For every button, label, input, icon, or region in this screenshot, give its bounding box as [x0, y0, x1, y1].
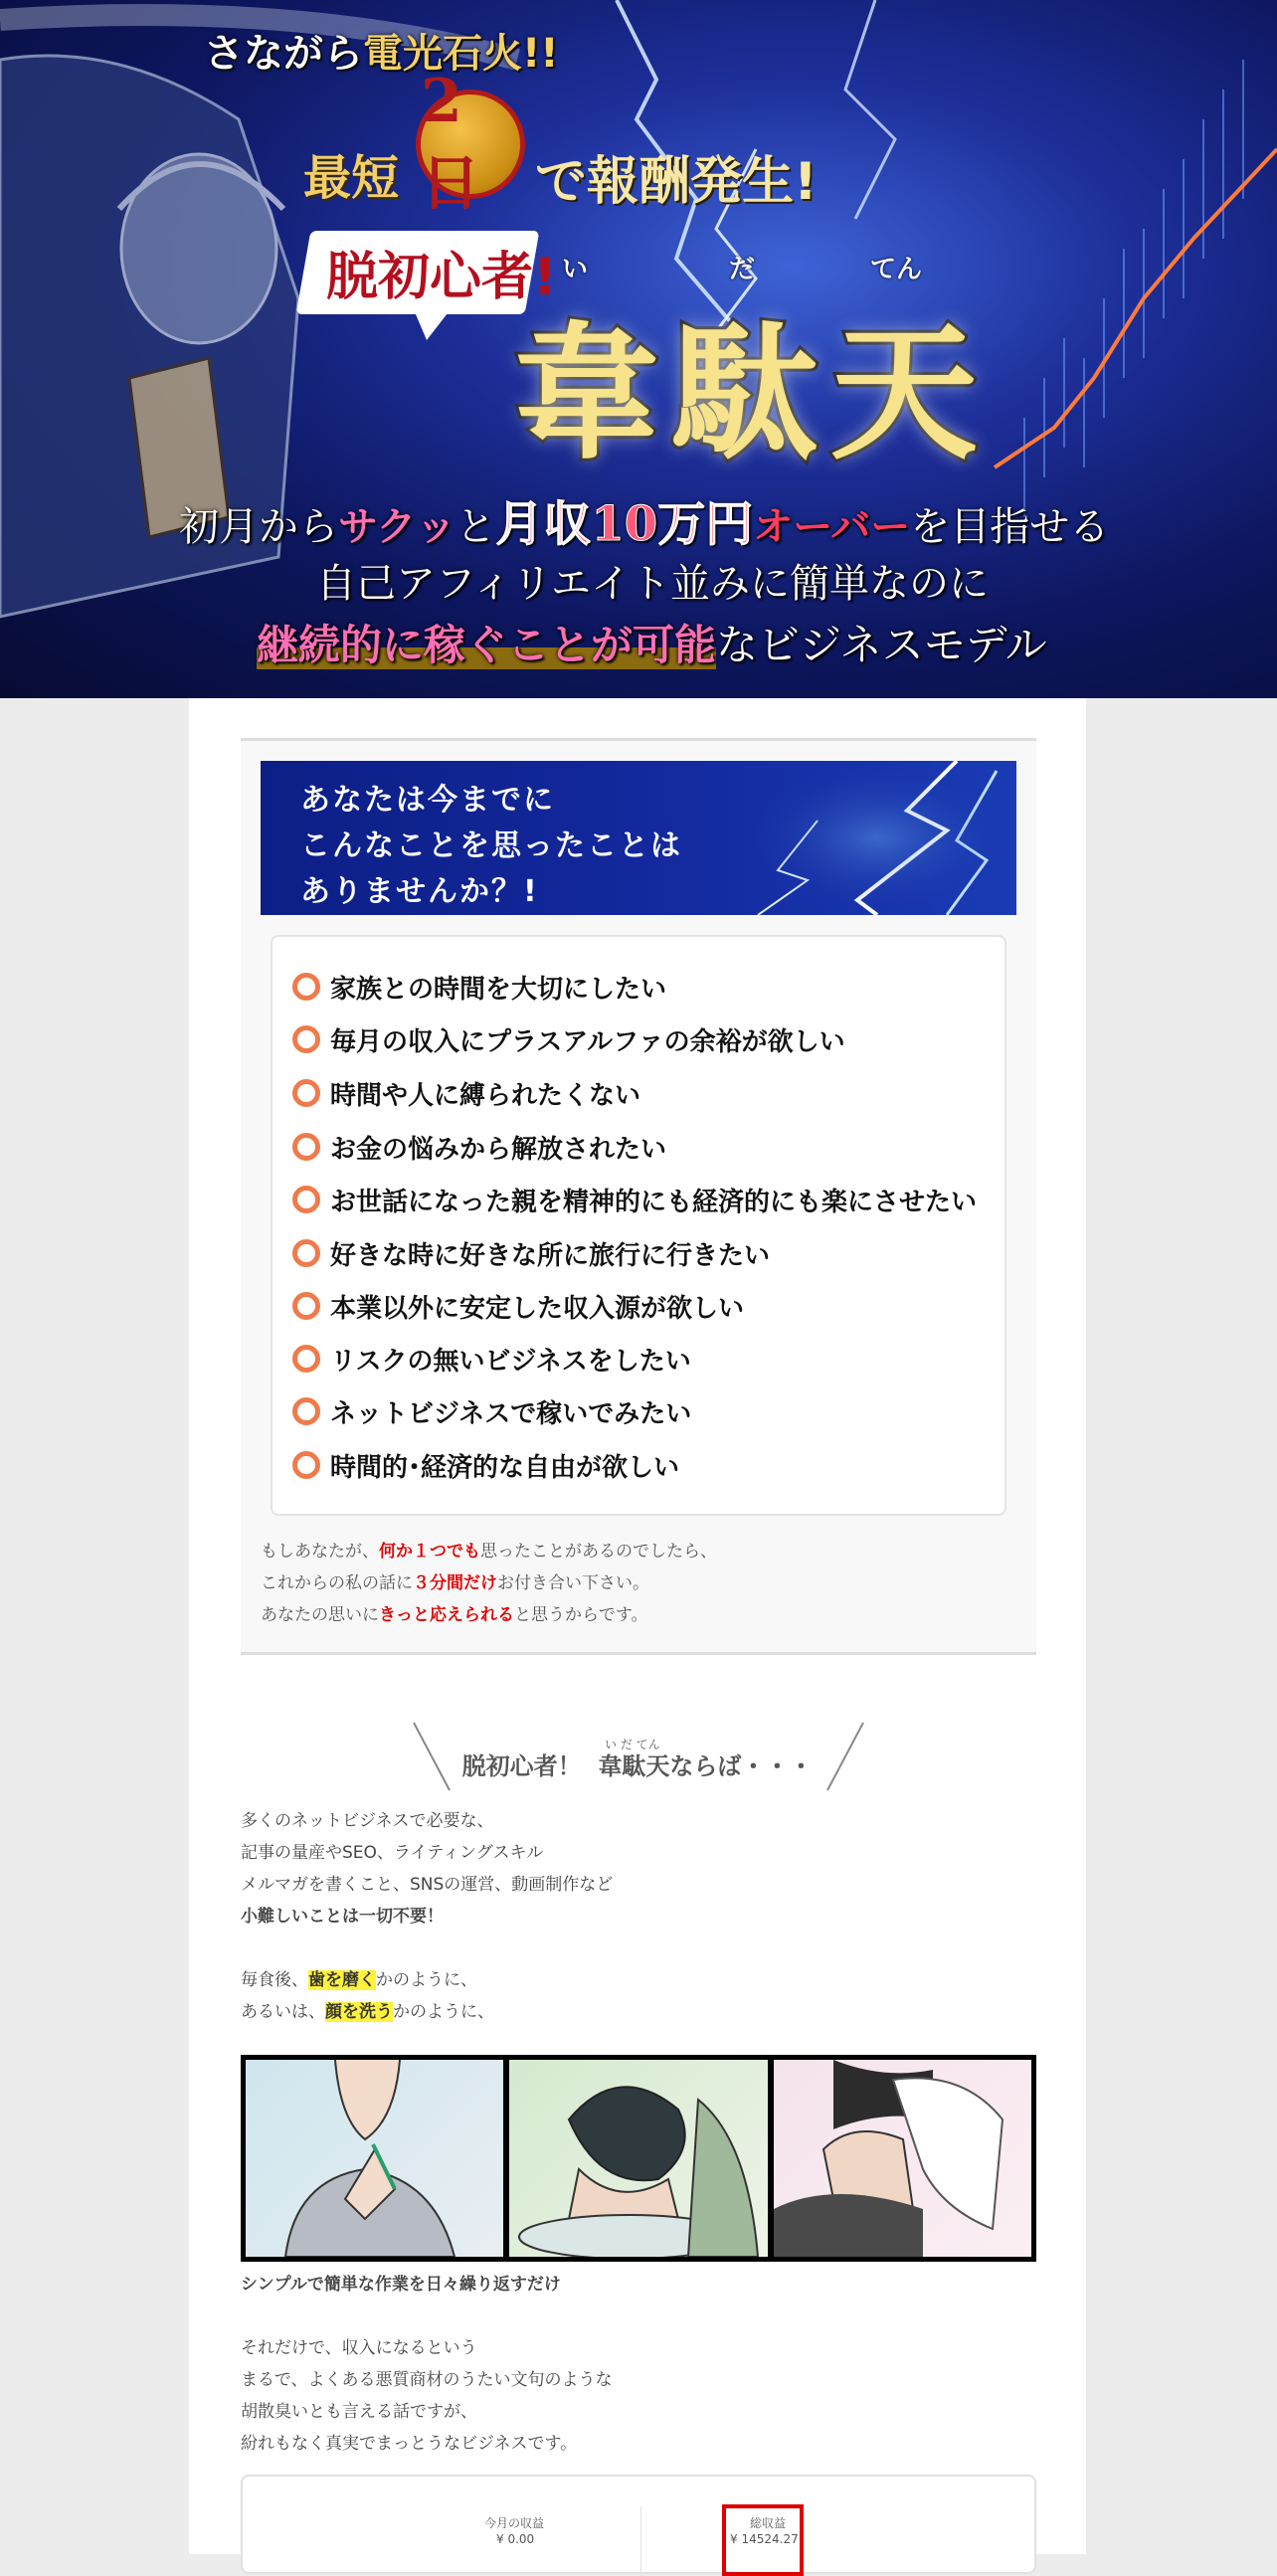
- body-text: それだけで、収入になるという: [241, 2338, 477, 2358]
- circle-bullet-icon: [292, 1025, 320, 1053]
- hero-line-3: 継続的に稼ぐことが可能なビジネスモデル: [257, 621, 1047, 669]
- hero-reward: で報酬発生!: [535, 152, 818, 212]
- circle-bullet-icon: [292, 1239, 320, 1267]
- comic-panel-brushing: [246, 2060, 503, 2257]
- body-text: 記事の量産やSEO、ライティングスキル: [241, 1843, 544, 1863]
- list-item: 時間的･経済的な自由が欲しい: [292, 1445, 679, 1485]
- body-text: まるで、よくある悪質商材のうたい文句のような: [241, 2370, 613, 2390]
- circle-bullet-icon: [292, 973, 320, 1001]
- question-line-3: ありませんか？!: [300, 874, 539, 909]
- body-text: 胡散臭いとも言える話ですが、: [241, 2402, 477, 2422]
- earnings-card: [241, 2475, 1036, 2574]
- circle-bullet-icon: [292, 1451, 320, 1479]
- after-text-3: あなたの思いにきっと応えられると思うからです。: [261, 1605, 648, 1625]
- hero-line-1: 初月からサクッと月収10万円オーバーを目指せる: [179, 496, 1110, 552]
- hero-line-2: 自己アフィリエイト並みに簡単なのに: [316, 561, 989, 607]
- body-emphasis: 小難しいことは一切不要！: [241, 1907, 444, 1927]
- after-text-1: もしあなたが、何か１つでも思ったことがあるのでしたら、: [261, 1542, 717, 1562]
- list-item: ネットビジネスで稼いでみたい: [292, 1391, 691, 1431]
- section-ruby: い だ てん: [605, 1738, 660, 1751]
- total-earnings-label: 総収益: [750, 2516, 787, 2530]
- body-text: 毎食後、歯を磨くかのように、: [241, 1970, 477, 1990]
- body-text: メルマガを書くこと、SNSの運営、動画制作など: [241, 1875, 614, 1895]
- question-line-2: こんなことを思ったことは: [300, 828, 682, 863]
- hero-shortest: 最短: [303, 150, 400, 206]
- main-column: [189, 698, 1086, 2554]
- hero-tagline: さながら電光石火!!: [204, 31, 559, 77]
- list-item: 家族との時間を大切にしたい: [292, 967, 666, 1007]
- hero-ruby-da: だ: [729, 255, 756, 284]
- list-item: お世話になった親を精神的にも経済的にも楽にさせたい: [292, 1180, 977, 1219]
- circle-bullet-icon: [292, 1292, 320, 1320]
- list-item: 時間や人に縛られたくない: [292, 1073, 640, 1113]
- circle-bullet-icon: [292, 1133, 320, 1161]
- question-box: [241, 738, 1036, 1655]
- circle-bullet-icon: [292, 1345, 320, 1373]
- circle-bullet-icon: [292, 1186, 320, 1213]
- hero-ruby-ten: てん: [870, 255, 923, 284]
- body-text: 多くのネットビジネスで必要な、: [241, 1811, 494, 1831]
- comic-panel-face-washing: [509, 2060, 767, 2257]
- circle-bullet-icon: [292, 1397, 320, 1425]
- after-text-2: これからの私の話に３分間だけお付き合い下さい。: [261, 1573, 649, 1593]
- list-item: 本業以外に安定した収入源が欲しい: [292, 1286, 744, 1326]
- hero-banner: [0, 0, 1277, 698]
- divider: [640, 2506, 641, 2576]
- month-earnings-value: ¥ 0.00: [496, 2532, 535, 2546]
- comic-caption: シンプルで簡単な作業を日々繰り返すだけ: [241, 2275, 561, 2295]
- question-line-1: あなたは今までに: [300, 783, 555, 818]
- section-heading: 脱初心者！ 韋駄天ならば・・・: [461, 1752, 814, 1780]
- list-item: リスクの無いビジネスをしたい: [292, 1339, 691, 1379]
- body-text: あるいは、顔を洗うかのように、: [241, 2002, 494, 2022]
- month-earnings-label: 今月の収益: [484, 2516, 545, 2530]
- wish-list: [271, 935, 1006, 1516]
- hero-beginner: 脱初心者!: [326, 248, 557, 307]
- list-item: お金の悩みから解放されたい: [292, 1127, 666, 1167]
- hero-ruby-i: い: [562, 255, 589, 284]
- total-earnings-value: ¥ 14524.27: [730, 2532, 799, 2546]
- comic-strip: [241, 2055, 1036, 2262]
- comic-panel-towel: [774, 2060, 1031, 2257]
- hero-title-idaten: 韋駄天: [512, 306, 990, 479]
- body-text: 紛れもなく真実でまっとうなビジネスです。: [241, 2434, 578, 2454]
- circle-bullet-icon: [292, 1079, 320, 1107]
- list-item: 好きな時に好きな所に旅行に行きたい: [292, 1233, 770, 1273]
- days-badge: 2日: [416, 90, 525, 199]
- question-banner: [261, 761, 1016, 915]
- list-item: 毎月の収入にプラスアルファの余裕が欲しい: [292, 1019, 845, 1059]
